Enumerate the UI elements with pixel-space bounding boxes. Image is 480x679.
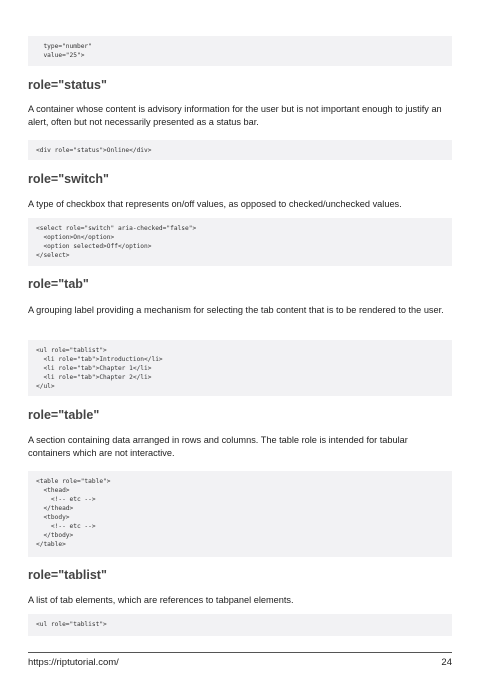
code-block-switch: <select role="switch" aria-checked="false"> <option>On</option> <option selected>Off</option> </select> [28, 218, 452, 266]
section-text-switch: A type of checkbox that represents on/off values, as opposed to checked/unchecked values. [28, 199, 402, 209]
section-text-tab: A grouping label providing a mechanism for selecting the tab content that is to be rendered to the user. [28, 305, 444, 315]
footer-divider [28, 652, 452, 653]
code-block-tab: <ul role="tablist"> <li role="tab">Introduction</li> <li role="tab">Chapter 1</li> <li role="tab">Chapter 2</li> </ul> [28, 340, 452, 396]
section-text-table: A section containing data arranged in rows and columns. The table role is intended for tabular containers which are not interactive. [28, 435, 408, 458]
page-number: 24 [441, 657, 452, 668]
section-heading-tablist: role="tablist" [28, 568, 107, 582]
code-block-status: <div role="status">Online</div> [28, 140, 452, 160]
code-block-table: <table role="table"> <thead> <!-- etc --> </thead> <tbody> <!-- etc --> </tbody> </table> [28, 471, 452, 557]
section-heading-table: role="table" [28, 408, 100, 422]
section-heading-status: role="status" [28, 78, 107, 92]
footer-url-link[interactable]: https://riptutorial.com/ [28, 657, 119, 668]
section-text-tablist: A list of tab elements, which are references to tabpanel elements. [28, 595, 294, 605]
section-text-status: A container whose content is advisory information for the user but is not important enough to justify an alert, often but not necessarily presented as a status bar. [28, 104, 442, 127]
code-block-tablist: <ul role="tablist"> [28, 614, 452, 636]
section-heading-switch: role="switch" [28, 172, 109, 186]
section-heading-tab: role="tab" [28, 277, 89, 291]
code-block-number-input: type="number" value="25"> [28, 36, 452, 66]
